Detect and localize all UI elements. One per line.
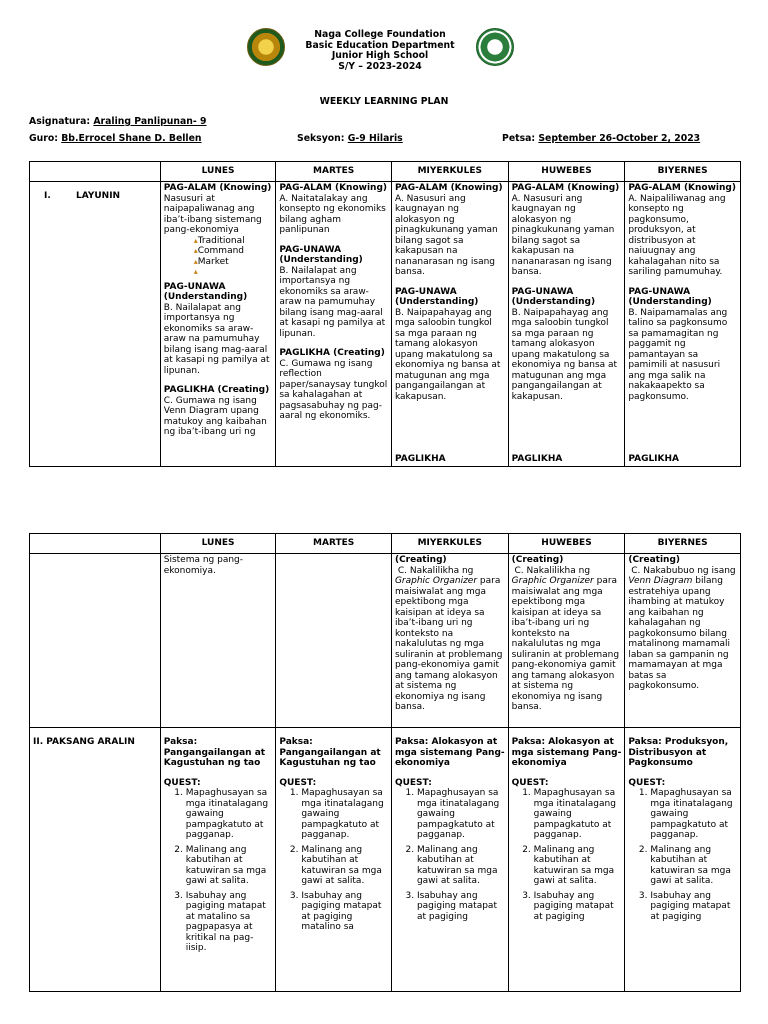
layunin-row bbox=[30, 182, 741, 467]
understanding-heading: PAG-UNAWA (Understanding) bbox=[163, 281, 248, 302]
list-item: 1. Mapaghusayan sa mga itinatalagang gawaing pampagkatuto at pagganap. bbox=[417, 788, 505, 841]
knowing-text: A. Naipaliliwanag ang konsepto ng pagkonsumo, produksyon, at distribusyon at naiuugnay ang kahalagahan nito sa sariling pamumuhay. bbox=[628, 193, 726, 277]
layunin-continued-label-cell bbox=[30, 554, 161, 728]
creating-text-start: C. Nakalilikha ng bbox=[514, 565, 591, 576]
layunin-huwebes-continued-cell bbox=[508, 554, 625, 728]
layunin-biyernes-continued-cell bbox=[625, 554, 741, 728]
knowing-heading: PAG-ALAM (Knowing) bbox=[628, 183, 736, 193]
list-item: 2. Malinang ang kabutihan at katuwiran sa mga gawi at salita. bbox=[650, 845, 737, 887]
economic-systems-list bbox=[164, 236, 273, 278]
layunin-lunes-cell bbox=[160, 182, 276, 467]
paksang-aralin-row bbox=[30, 728, 741, 992]
understanding-heading: PAG-UNAWA (Understanding) bbox=[511, 286, 596, 307]
creating-text: C. Gumawa ng isang Venn Diagram upang matukoy ang kaibahan ng iba’t-ibang uri ng bbox=[163, 395, 267, 437]
knowing-heading: PAG-ALAM (Knowing) bbox=[163, 183, 272, 193]
subject-line bbox=[29, 116, 206, 127]
list-item: 1. Mapaghusayan sa mga itinatalagang gawaing pampagkatuto at pagganap. bbox=[301, 788, 388, 841]
creating-text-emphasis: Venn Diagram bbox=[628, 576, 693, 586]
paksa-title: Paksa: Produksyon, Distribusyon at Pagkonsumo bbox=[628, 737, 729, 768]
date-label: Petsa: bbox=[502, 133, 536, 144]
knowing-text: Nasusuri at naipapaliwanag ang iba’t-ibang sistemang pang-ekonomiya bbox=[163, 193, 262, 235]
list-item: 1. Mapaghusayan sa mga itinatalagang gawaing pampagkatuto at pagganap. bbox=[186, 788, 273, 841]
paksang-biyernes-cell bbox=[625, 728, 741, 992]
section-label: Seksyon: bbox=[297, 133, 345, 144]
layunin-lunes-continued-cell bbox=[160, 554, 276, 728]
creating-text-continued: Sistema ng pang-ekonomiya. bbox=[163, 555, 244, 576]
creating-text: C. Gumawa ng isang reflection paper/sanaysay tungkol sa kahalagahan at pagsasabuhay ng pag-aaral ng ekonomiks. bbox=[279, 358, 388, 421]
quest-label: QUEST: bbox=[628, 777, 666, 788]
list-item: 3. Isabuhay ang pagiging matapat at pagiging bbox=[650, 891, 737, 923]
knowing-heading: PAG-ALAM (Knowing) bbox=[511, 183, 620, 193]
list-item: 3. Isabuhay ang pagiging matapat at pagiging matalino sa bbox=[301, 891, 388, 933]
quest-label: QUEST: bbox=[163, 777, 201, 788]
department-name: Basic Education Department bbox=[305, 39, 455, 51]
date-value: September 26-October 2, 2023 bbox=[538, 133, 701, 144]
list-item: 3. Isabuhay ang pagiging matapat at matalino sa pagpapasya at kritikal na pag-iisip. bbox=[186, 891, 273, 954]
list-item: ▴ Command bbox=[194, 246, 273, 257]
quest-label: QUEST: bbox=[279, 777, 317, 788]
layunin-continued-row bbox=[30, 554, 741, 728]
header-huwebes: HUWEBES bbox=[508, 534, 625, 554]
school-name: Naga College Foundation bbox=[314, 29, 446, 40]
header-lunes: LUNES bbox=[160, 534, 276, 554]
paksang-martes-cell bbox=[276, 728, 392, 992]
paksa-title: Paksa: Pangangailangan at Kagustuhan ng tao bbox=[163, 737, 266, 768]
list-item: 3. Isabuhay ang pagiging matapat at pagiging bbox=[417, 891, 505, 923]
school-level: Junior High School bbox=[331, 50, 429, 61]
list-item: 3. Isabuhay ang pagiging matapat at pagiging bbox=[534, 891, 622, 923]
creating-heading: PAGLIKHA (Creating) bbox=[279, 348, 385, 358]
creating-heading: PAGLIKHA bbox=[511, 453, 563, 464]
header-martes: MARTES bbox=[276, 162, 392, 182]
list-item bbox=[194, 267, 273, 278]
creating-heading: PAGLIKHA (Creating) bbox=[163, 385, 270, 395]
understanding-heading: PAG-UNAWA (Understanding) bbox=[279, 244, 363, 265]
header-biyernes: BIYERNES bbox=[625, 162, 741, 182]
subject-value: Araling Panlipunan- 9 bbox=[93, 116, 207, 127]
creating-text-end: para maisiwalat ang mga epektibong mga kaisipan at ideya sa iba’t-ibang uri ng konteksto na nakalulutas ng mga suliranin at problemang pang-ekonomiya gamit ang tamang alokasyon at sistema ng ekonomiya ng isang bansa. bbox=[394, 576, 503, 712]
layunin-miyerkules-continued-cell bbox=[391, 554, 508, 728]
header-blank-cell bbox=[30, 162, 161, 182]
knowing-text: A. Naitatalakay ang konsepto ng ekonomiks bilang agham panlipunan bbox=[279, 193, 386, 235]
creating-heading: PAGLIKHA bbox=[628, 453, 680, 464]
header-martes: MARTES bbox=[276, 534, 392, 554]
plan-table-page2 bbox=[29, 533, 741, 992]
quest-list bbox=[512, 788, 622, 922]
creating-text bbox=[395, 566, 505, 713]
plan-table-page1 bbox=[29, 161, 741, 467]
header-lunes: LUNES bbox=[160, 162, 276, 182]
quest-label: QUEST: bbox=[511, 777, 549, 788]
quest-label: QUEST: bbox=[394, 777, 432, 788]
paksa-title: Paksa: Pangangailangan at Kagustuhan ng tao bbox=[279, 737, 381, 768]
creating-heading: PAGLIKHA bbox=[394, 453, 446, 464]
creating-heading-continued: (Creating) bbox=[628, 555, 681, 565]
understanding-heading: PAG-UNAWA (Understanding) bbox=[628, 286, 712, 307]
table-header-row bbox=[30, 162, 741, 182]
layunin-label-cell bbox=[30, 182, 161, 467]
understanding-text: B. Naipapahayag ang mga saloobin tungkol sa mga paraan ng tamang alokasyon upang makatulong sa ekonomiya ng bansa at matugunan ang mga pangangailangan at kakapusan. bbox=[511, 307, 618, 402]
quest-list bbox=[395, 788, 505, 922]
school-year: S/Y – 2023-2024 bbox=[338, 60, 422, 72]
paksang-lunes-cell bbox=[160, 728, 276, 992]
list-item: ▴ Market bbox=[194, 257, 273, 268]
header-miyerkules: MIYERKULES bbox=[391, 162, 508, 182]
list-item: 2. Malinang ang kabutihan at katuwiran sa mga gawi at salita. bbox=[534, 845, 622, 887]
understanding-text: B. Naipapahayag ang mga saloobin tungkol sa mga paraan ng tamang alokasyon upang makatulong sa ekonomiya ng bansa at matugunan ang mga pangangailangan at kakapusan. bbox=[394, 307, 501, 402]
paksa-title: Paksa: Alokasyon at mga sistemang Pang-ekonomiya bbox=[511, 737, 622, 768]
creating-text-end: para maisiwalat ang mga epektibong mga kaisipan at ideya sa iba’t-ibang uri ng konteksto na nakalulutas ng mga suliranin at problemang pang-ekonomiya gamit ang tamang alokasyon at sistema ng ekonomiya ng isang bansa. bbox=[511, 576, 620, 712]
teacher-value: Bb.Errocel Shane D. Bellen bbox=[61, 133, 202, 144]
paksa-title: Paksa: Alokasyon at mga sistemang Pang-ekonomiya bbox=[394, 737, 505, 768]
creating-text bbox=[628, 566, 737, 692]
paksang-aralin-label: II. PAKSANG ARALIN bbox=[33, 737, 135, 747]
creating-text-start: C. Nakalilikha ng bbox=[397, 565, 474, 576]
paksang-aralin-label-cell bbox=[30, 728, 161, 992]
header-huwebes: HUWEBES bbox=[508, 162, 625, 182]
creating-heading-continued: (Creating) bbox=[511, 555, 564, 565]
knowing-heading: PAG-ALAM (Knowing) bbox=[279, 183, 387, 193]
list-item: 2. Malinang ang kabutihan at katuwiran sa mga gawi at salita. bbox=[301, 845, 388, 887]
knowing-text: A. Nasusuri ang kaugnayan ng alokasyon ng pinagkukunang yaman bilang sagot sa kakapusan na nananarasan ng isang bansa. bbox=[394, 193, 498, 277]
creating-text-emphasis: Graphic Organizer bbox=[511, 576, 594, 586]
creating-text bbox=[512, 566, 622, 713]
document-header bbox=[284, 30, 476, 72]
list-item: 1. Mapaghusayan sa mga itinatalagang gawaing pampagkatuto at pagganap. bbox=[650, 788, 737, 841]
understanding-text: B. Nailalapat ang importansya ng ekonomiks sa araw-araw na pamumuhay bilang isang mag-aaral at kasapi ng pamilya at lipunan. bbox=[163, 302, 270, 376]
department-seal-logo bbox=[476, 28, 514, 66]
header-blank-cell bbox=[30, 534, 161, 554]
understanding-heading: PAG-UNAWA (Understanding) bbox=[394, 286, 479, 307]
quest-list bbox=[628, 788, 737, 922]
layunin-martes-cell bbox=[276, 182, 392, 467]
layunin-miyerkules-cell bbox=[391, 182, 508, 467]
layunin-huwebes-cell bbox=[508, 182, 625, 467]
table-header-row bbox=[30, 534, 741, 554]
paksang-huwebes-cell bbox=[508, 728, 625, 992]
creating-text-emphasis: Graphic Organizer bbox=[394, 576, 478, 586]
creating-heading-continued: (Creating) bbox=[394, 555, 447, 565]
layunin-number: I. bbox=[44, 191, 51, 201]
list-item: 1. Mapaghusayan sa mga itinatalagang gawaing pampagkatuto at pagganap. bbox=[534, 788, 622, 841]
paksang-miyerkules-cell bbox=[391, 728, 508, 992]
date-line bbox=[502, 133, 700, 144]
layunin-martes-continued-cell bbox=[276, 554, 392, 728]
header-biyernes: BIYERNES bbox=[625, 534, 741, 554]
knowing-text: A. Nasusuri ang kaugnayan ng alokasyon ng pinagkukunang yaman bilang sagot sa kakapusan na nananarasan ng isang bansa. bbox=[511, 193, 615, 277]
layunin-biyernes-cell bbox=[625, 182, 741, 467]
creating-text-end: bilang estratehiya upang ihambing at matukoy ang kaibahan ng kahalagahan ng pagkokonsumo bilang matalinong mamamali laban sa gampanin ng mamamayan at mga batas sa pagkokonsumo. bbox=[628, 576, 730, 691]
subject-label: Asignatura: bbox=[29, 116, 91, 127]
knowing-heading: PAG-ALAM (Knowing) bbox=[394, 183, 503, 193]
school-seal-logo bbox=[247, 28, 285, 66]
section-value: G-9 Hilaris bbox=[347, 133, 403, 144]
creating-text-start: C. Nakabubuo ng isang bbox=[631, 565, 736, 576]
teacher-label: Guro: bbox=[29, 133, 58, 144]
list-item: 2. Malinang ang kabutihan at katuwiran sa mga gawi at salita. bbox=[186, 845, 273, 887]
section-line bbox=[297, 133, 403, 144]
list-item: ▴ Traditional bbox=[194, 236, 273, 247]
understanding-text: B. Naipamamalas ang talino sa pagkonsumo sa pamamagitan ng paggamit ng pamantayan sa pamimili at nasusuri ang mga salik na nakakaapekto sa pagkonsumo. bbox=[628, 307, 728, 402]
layunin-label: LAYUNIN bbox=[76, 191, 121, 201]
document-title: WEEKLY LEARNING PLAN bbox=[319, 96, 449, 107]
quest-list bbox=[279, 788, 388, 933]
header-miyerkules: MIYERKULES bbox=[391, 534, 508, 554]
understanding-text: B. Nailalapat ang importansya ng ekonomiks sa araw-araw na pamumuhay bilang isang mag-aaral at kasapi ng pamilya at lipunan. bbox=[279, 265, 386, 339]
teacher-line bbox=[29, 133, 202, 144]
list-item: 2. Malinang ang kabutihan at katuwiran sa mga gawi at salita. bbox=[417, 845, 505, 887]
quest-list bbox=[164, 788, 273, 954]
